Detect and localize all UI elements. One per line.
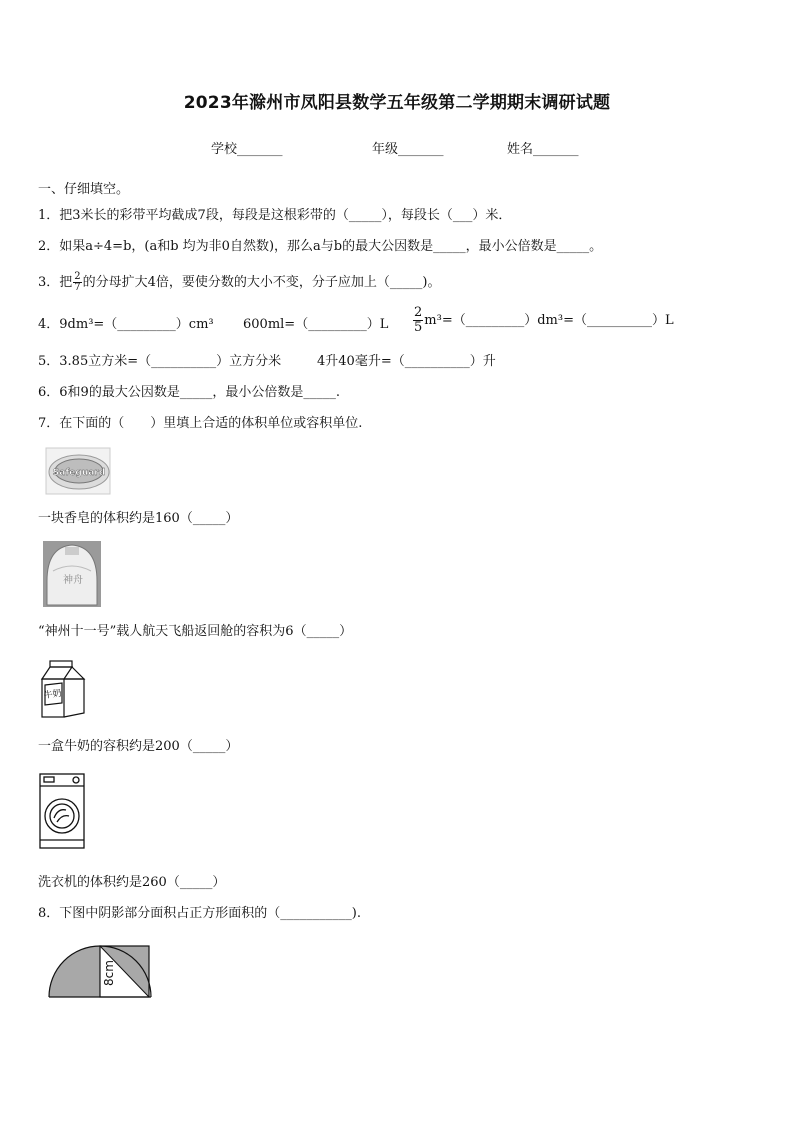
- question-6: 6．6和9的最大公因数是_____，最小公倍数是_____.: [38, 385, 340, 400]
- school-field[interactable]: 学校_______: [211, 142, 283, 157]
- shaded-area-figure: [46, 943, 152, 999]
- q7-item-milk: 一盒牛奶的容积约是200（_____）: [38, 739, 239, 754]
- question-4a: 4．9dm³=（_________）cm³: [38, 317, 214, 332]
- question-4b: 600ml=（_________）L: [243, 317, 389, 332]
- question-7: 7．在下面的（ ）里填上合适的体积单位或容积单位.: [38, 416, 363, 431]
- q3-denominator: 7: [74, 282, 81, 293]
- capsule-text: 神舟: [63, 575, 83, 586]
- section-heading: 一、仔细填空。: [38, 182, 130, 197]
- soap-logo-text: Safeguard: [52, 468, 106, 478]
- q4-c-text: m³=（_________）dm³=（__________）L: [424, 313, 674, 328]
- page-title: 2023年滁州市凤阳县数学五年级第二学期期末调研试题: [183, 93, 611, 113]
- q7-item-soap: 一块香皂的体积约是160（_____）: [38, 511, 239, 526]
- name-field[interactable]: 姓名_______: [507, 142, 579, 157]
- q7-item-shenzhou: “神州十一号”载人航天飞船返回舱的容积为6（_____）: [38, 624, 353, 639]
- milk-carton-image: [38, 659, 88, 719]
- q3-numerator: 2: [74, 271, 81, 282]
- washing-machine-image: [38, 772, 86, 850]
- question-5a: 5．3.85立方米=（__________）立方分米: [38, 354, 282, 369]
- q4-denominator: 5: [414, 320, 423, 335]
- soap-image: [45, 447, 111, 495]
- question-3: [38, 272, 441, 293]
- q3-pre: 3．把: [38, 275, 73, 290]
- q4-numerator: 2: [414, 305, 423, 320]
- milk-label: 牛奶: [43, 688, 63, 702]
- dimension-label: 8cm: [102, 960, 116, 986]
- question-2: 2．如果a÷4=b，(a和b 均为非0自然数)，那么a与b的最大公因数是_____，最小公倍数是_____。: [38, 239, 603, 254]
- question-8: 8．下图中阴影部分面积占正方形面积的（___________).: [38, 906, 361, 921]
- capsule-image: [43, 541, 101, 607]
- q3-fraction: [73, 272, 81, 293]
- q4-fraction: [413, 306, 423, 335]
- question-1: 1．把3米长的彩带平均截成7段，每段是这根彩带的（_____），每段长（___）米．: [38, 208, 512, 223]
- grade-field[interactable]: 年级_______: [372, 142, 444, 157]
- question-4c: [412, 306, 674, 335]
- q7-item-washer: 洗衣机的体积约是260（_____）: [38, 875, 226, 890]
- q3-post: 的分母扩大4倍，要使分数的大小不变，分子应加上（_____)。: [82, 275, 441, 290]
- question-5b: 4升40毫升=（__________）升: [317, 354, 496, 369]
